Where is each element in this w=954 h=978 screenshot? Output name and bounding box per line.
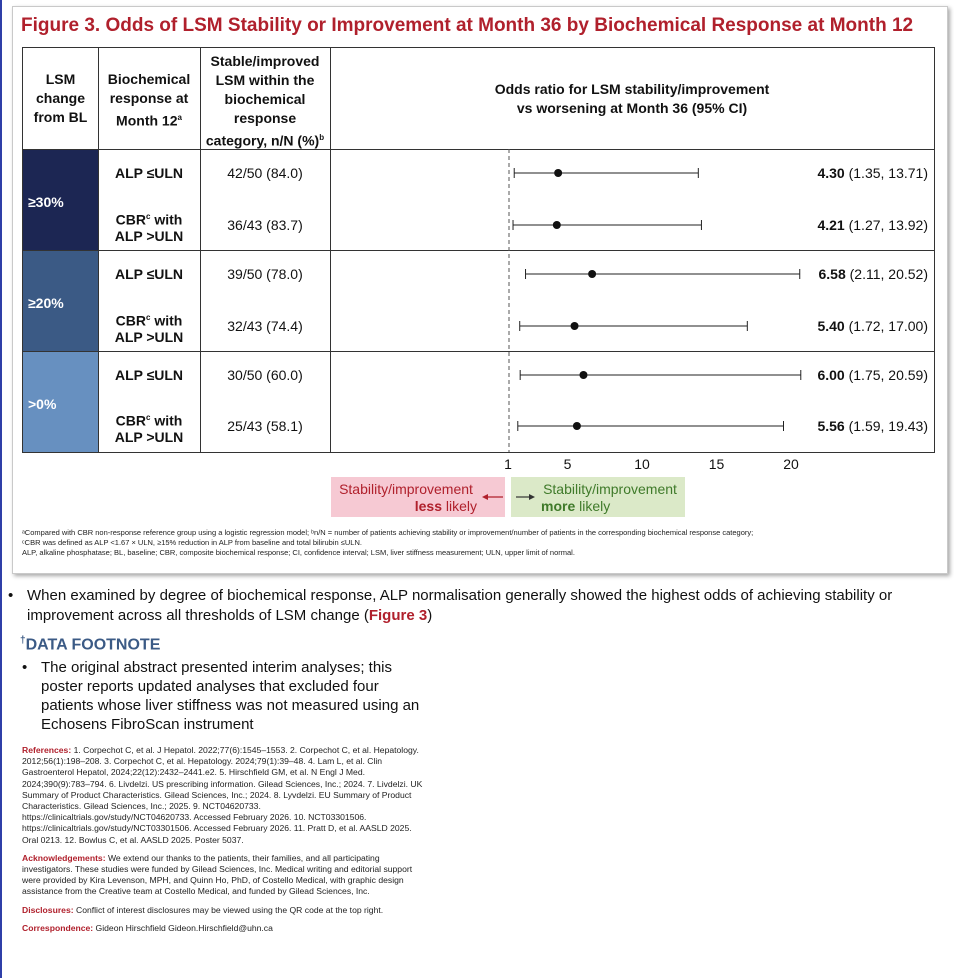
response-label: ALP ≤ULN — [114, 266, 184, 282]
odds-ratio-value: 4.21 — [817, 217, 845, 233]
odds-ratio-value: 4.30 — [817, 165, 845, 181]
response-label: ALP ≤ULN — [114, 367, 184, 383]
summary-body: When examined by degree of biochemical response, ALP normalisation generally showed the highest odds of achieving stability or improvement across all thresholds of LSM change ( — [27, 587, 893, 624]
references — [22, 745, 427, 846]
odds-ratio-point — [554, 169, 562, 177]
arrow-left-icon — [482, 492, 504, 502]
header-line: vs worsening at Month 36 (95% CI) — [516, 100, 748, 116]
legend-more-likely — [511, 477, 685, 517]
header-line: Biochemical — [107, 71, 191, 87]
response-label: ALP ≤ULN — [114, 165, 184, 181]
legend-less-text — [331, 481, 481, 515]
references-section — [22, 745, 427, 941]
response-line: ALP >ULN — [114, 428, 184, 445]
references-label: References: — [22, 745, 72, 755]
ci-value: (1.72, 17.00) — [844, 318, 928, 334]
footnote-marker: c — [146, 212, 151, 221]
correspondence — [22, 923, 427, 934]
header-text: category, n/N (%) — [205, 132, 320, 149]
legend-emphasis: less — [414, 498, 442, 514]
response-line: ALP >ULN — [114, 227, 184, 244]
disclosures-label: Disclosures: — [22, 904, 74, 915]
n-value: 32/43 (74.4) — [227, 318, 303, 334]
x-tick-label: 1 — [504, 456, 512, 472]
header-line: LSM within the — [215, 72, 315, 88]
footnote-marker: c — [146, 313, 151, 322]
category-label-30: ≥30% — [28, 194, 64, 210]
response-text: with — [150, 312, 183, 329]
references-text: 1. Corpechot C, et al. J Hepatol. 2022;77(6):1545–1553. 2. Corpechot C, et al. Hepatology. 2012;56(1):198–208. 3. Corpechot C, et al. Hepatology. 2024;79(1):39–48. 4. Lam L, et al. Clin Gastroenterol Hepatol, 2024;22(12):2432–2441.e2. 5. Hirschfield GM, et al. N Engl J Med. 2024;390(9):783–794. 6. Livdelzi. US prescribing information. Gilead Sciences, Inc.; 2024. 7. Livdelzi. UK Summary of Product Characteristics. Gilead Sciences, Inc.; 2024. 8. Lyvdelzi. EU Summary of Product Characteristics. Gilead Sciences, Inc.; 2025. 9. NCT04620733. https://clinicaltrials.gov/study/NCT04620733. Accessed February 2026. 10. NCT03301506. https://clinicaltrials.gov/study/NCT03301506. Accessed February 2026. 11. Pratt D, et al. AASLD 2025. Oral 0213. 12. Bowlus C, et al. AASLD 2025. Poster 5037. — [22, 745, 423, 845]
odds-ratio-point — [573, 422, 581, 430]
acknowledgements-text: We extend our thanks to the patients, their families, and all participating investigators. These studies were funded by Gilead Sciences, Inc. Medical writing and editorial support were provided by Kira Levenson, MPH, and Quinn Ho, PhD, of Costello Medical, with graphic design assistance from the Creative team at Costello Medical, and funded by Gilead Sciences, Inc. — [22, 852, 413, 897]
header-line: biochemical — [224, 91, 306, 107]
legend-line — [331, 498, 481, 515]
footnote-marker: c — [146, 413, 151, 422]
legend-less-likely — [331, 477, 505, 517]
header-text: Month 12 — [116, 112, 178, 129]
disclosures — [22, 905, 427, 916]
ci-value: (2.11, 20.52) — [845, 266, 928, 282]
response-line: ALP >ULN — [114, 328, 184, 345]
category-label-20: ≥20% — [28, 295, 64, 311]
ci-value: (1.59, 19.43) — [844, 418, 928, 434]
data-footnote-title — [20, 635, 160, 654]
page-left-border — [0, 0, 2, 978]
n-value: 42/50 (84.0) — [227, 165, 303, 181]
bullet-icon: • — [22, 659, 28, 676]
legend-more-text — [537, 481, 683, 515]
legend-line: Stability/improvement — [543, 481, 677, 497]
footnote-line: ᶜCBR was defined as ALP <1.67 × ULN, ≥15% reduction in ALP from baseline and total bilirubin ≤ULN. — [22, 538, 362, 547]
response-text: CBR — [115, 211, 146, 228]
data-footnote-text: The original abstract presented interim analyses; this poster reports updated analyses that excluded four patients whose liver stiffness was not measured using an Echosens FibroScan instrument — [41, 659, 420, 733]
header-line: Odds ratio for LSM stability/improvement — [494, 81, 770, 97]
n-value: 39/50 (78.0) — [227, 266, 303, 282]
odds-ratio-value: 5.56 — [817, 418, 845, 434]
n-value: 30/50 (60.0) — [227, 367, 303, 383]
ci-value: (1.75, 20.59) — [844, 367, 928, 383]
footnote-line: ALP, alkaline phosphatase; BL, baseline; CBR, composite biochemical response; CI, confidence interval; LSM, liver stiffness measurement; ULN, upper limit of normal. — [22, 548, 575, 557]
response-text: with — [150, 412, 183, 429]
header-line: LSM — [45, 71, 76, 87]
bullet-icon: • — [8, 587, 14, 604]
response-text: CBR — [115, 312, 146, 329]
x-tick-label: 10 — [634, 456, 650, 472]
summary-end: ) — [427, 607, 433, 624]
forest-table — [22, 47, 935, 453]
legend-emphasis: more — [541, 498, 576, 514]
figure-title: Figure 3. Odds of LSM Stability or Improvement at Month 36 by Biochemical Response at Month 12 — [21, 15, 914, 36]
odds-ratio-point — [553, 221, 561, 229]
data-footnote-heading: DATA FOOTNOTE — [25, 636, 161, 654]
disclosures-text: Conflict of interest disclosures may be viewed using the QR code at the top right. — [73, 904, 384, 915]
legend-line — [537, 498, 683, 515]
x-tick-label: 20 — [783, 456, 799, 472]
acknowledgements — [22, 853, 427, 898]
ci-value: (1.35, 13.71) — [844, 165, 928, 181]
footnote-marker: b — [319, 133, 325, 142]
x-tick-label: 5 — [563, 456, 572, 472]
n-value: 36/43 (83.7) — [227, 217, 303, 233]
header-line: response — [233, 110, 297, 126]
response-text: with — [150, 211, 183, 228]
header-line: Stable/improved — [210, 53, 320, 69]
category-label-0: >0% — [28, 396, 57, 412]
figure-link[interactable]: Figure 3 — [368, 607, 428, 624]
odds-ratio-value: 6.58 — [818, 266, 846, 282]
figure-footnotes — [22, 528, 753, 558]
odds-ratio-point — [579, 371, 587, 379]
footnote-line: ᵃCompared with CBR non-response reference group using a logistic regression model; ᵇn/N = number of patients achieving stability or improvement/number of patients in the corresponding biochemical response category; — [22, 528, 754, 537]
header-line: from BL — [33, 109, 88, 125]
figure-panel — [12, 6, 948, 574]
footnote-marker: a — [177, 113, 182, 122]
legend-line: Stability/improvement — [339, 481, 473, 497]
dagger-mark: † — [20, 635, 26, 646]
ci-value: (1.27, 13.92) — [844, 217, 928, 233]
correspondence-label: Correspondence: — [22, 922, 94, 933]
odds-ratio-point — [571, 322, 579, 330]
x-tick-label: 15 — [708, 456, 725, 472]
header-line: change — [35, 90, 85, 106]
odds-ratio-point — [588, 270, 596, 278]
correspondence-text: Gideon Hirschfield Gideon.Hirschfield@uhn.ca — [93, 922, 273, 933]
legend-rest: likely — [441, 498, 477, 514]
acknowledgements-label: Acknowledgements: — [22, 852, 106, 863]
header-line: response at — [109, 90, 189, 106]
summary-text — [27, 586, 947, 626]
legend-rest: likely — [575, 498, 611, 514]
arrow-right-icon — [515, 492, 537, 502]
response-text: CBR — [115, 412, 146, 429]
forest-plot — [23, 48, 934, 452]
n-value: 25/43 (58.1) — [227, 418, 303, 434]
odds-ratio-value: 5.40 — [817, 318, 845, 334]
odds-ratio-value: 6.00 — [817, 367, 845, 383]
